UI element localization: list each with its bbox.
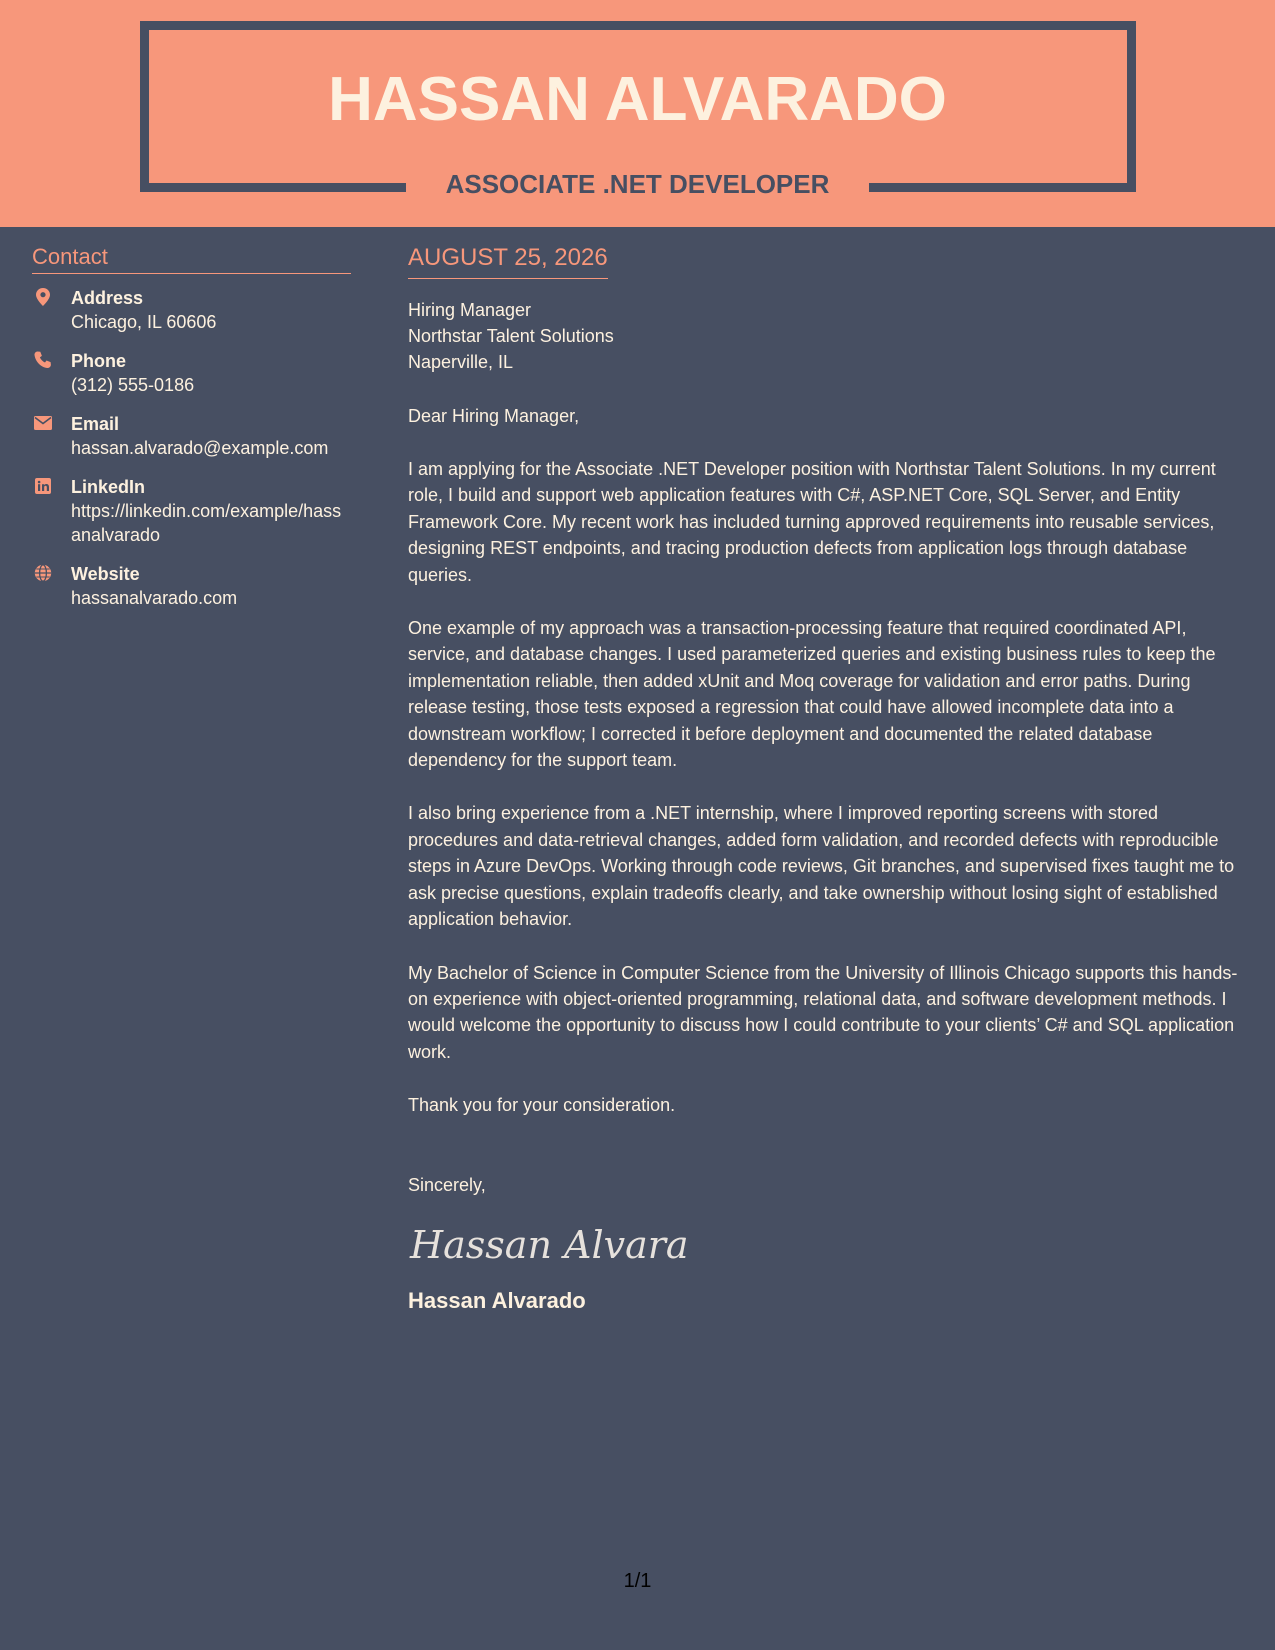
signature-script: Hassan Alvarad: [410, 1223, 688, 1268]
letter-paragraph: I am applying for the Associate .NET Developer position with Northstar Talent Solutions. In my current role, I build and support web application features with C#, ASP.NET Core, SQL Server, and Entity Framework Core. My recent work has included turning approved requirements into reusable services, designing REST endpoints, and tracing production defects from application logs through database queries.: [408, 459, 1216, 585]
contact-email: [32, 412, 351, 460]
page-number: 1/1: [623, 1570, 652, 1592]
letter-paragraph: I also bring experience from a .NET internship, where I improved reporting screens with stored procedures and data-retrieval changes, added form validation, and recorded defects with reproducible steps in Azure DevOps. Working through code reviews, Git branches, and supervised fixes taught me to ask precise questions, explain tradeoffs clearly, and take ownership without losing sight of established application behavior.: [408, 803, 1235, 930]
contact-list: [32, 286, 351, 610]
letter-body: [408, 243, 1253, 1316]
contact-address: [32, 286, 351, 334]
map-pin-icon: [34, 288, 52, 306]
linkedin-icon: [34, 477, 52, 495]
contact-value[interactable]: hassanalvarado.com: [71, 588, 238, 608]
contact-value: Chicago, IL 60606: [71, 312, 217, 332]
closing-line: Sincerely,: [408, 1175, 486, 1196]
contact-label: Website: [71, 564, 140, 584]
header-banner: [0, 0, 1275, 227]
contact-website: [32, 562, 351, 610]
letter-paragraph: My Bachelor of Science in Computer Science from the University of Illinois Chicago supports this hands-on experience with object-oriented programming, relational data, and software development methods. I would welcome the opportunity to discuss how I could contribute to your clients’ C# and SQL application work.: [408, 962, 1238, 1062]
recipient-block: [408, 297, 1253, 375]
contact-value: hassan.alvarado@example.com: [71, 438, 329, 458]
candidate-name: HASSAN ALVARADO: [328, 65, 947, 134]
contact-value: (312) 555-0186: [71, 375, 195, 395]
globe-icon: [34, 564, 52, 582]
recipient-line: Naperville, IL: [408, 352, 514, 372]
contact-phone: [32, 349, 351, 397]
contact-sidebar: [32, 243, 351, 625]
handwritten-signature: [408, 1218, 1253, 1274]
greeting: Dear Hiring Manager,: [408, 406, 580, 426]
job-title-wrap: [0, 166, 1275, 202]
contact-label: Phone: [71, 351, 127, 371]
contact-value[interactable]: https://linkedin.com/example/hassanalvarado: [71, 501, 342, 545]
envelope-icon: [34, 414, 52, 432]
thanks-line: Thank you for your consideration.: [408, 1095, 676, 1116]
contact-label: LinkedIn: [71, 477, 146, 497]
signature-name: Hassan Alvarado: [408, 1288, 586, 1314]
job-title: ASSOCIATE .NET DEVELOPER: [406, 166, 870, 202]
letter-paragraph: One example of my approach was a transaction-processing feature that required coordinated API, service, and database changes. I used parameterized queries and existing business rules to keep the implementation reliable, then added xUnit and Moq coverage for validation and error paths. During release testing, those tests exposed a regression that could have allowed incomplete data into a downstream workflow; I corrected it before deployment and documented the related database dependency for the support team.: [408, 618, 1216, 771]
contact-linkedin: [32, 475, 351, 547]
letter-date: AUGUST 25, 2026: [408, 243, 608, 279]
contact-label: Email: [71, 414, 120, 434]
contact-label: Address: [71, 288, 144, 308]
contact-heading: Contact: [32, 243, 351, 274]
recipient-line: Hiring Manager: [408, 300, 532, 320]
phone-icon: [34, 351, 52, 369]
recipient-line: Northstar Talent Solutions: [408, 326, 614, 346]
